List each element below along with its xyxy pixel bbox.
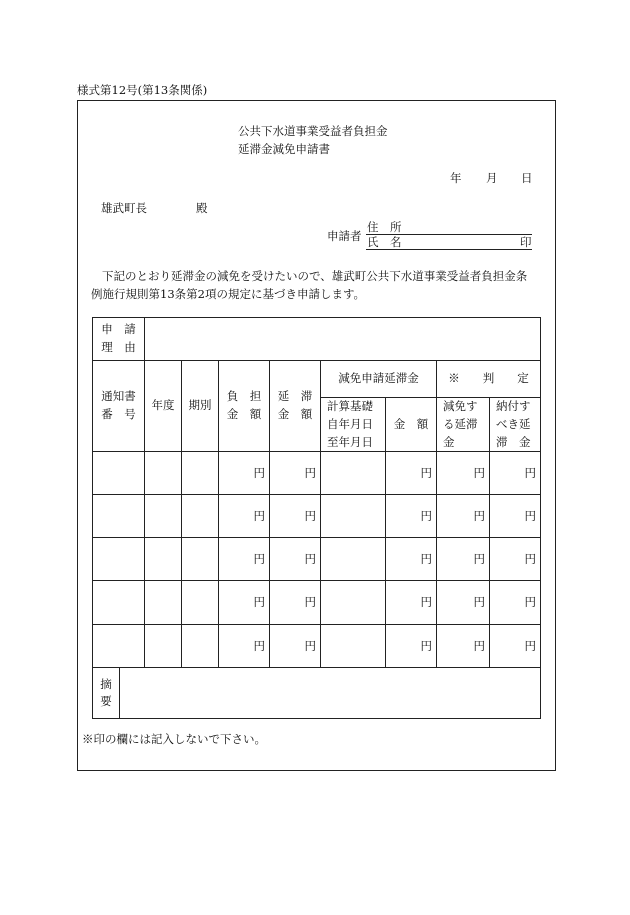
date-day: 日 [521, 171, 533, 185]
burden-amount-cell[interactable] [219, 452, 270, 495]
calc-basis-cell[interactable] [321, 625, 386, 668]
reason-row [93, 318, 541, 361]
form-title-line2: 延滞金減免申請書 [238, 142, 330, 156]
period-cell[interactable] [182, 581, 219, 625]
yen-unit: 円 [253, 465, 265, 480]
yen-unit: 円 [253, 508, 265, 523]
form-number: 様式第12号(第13条関係) [77, 83, 208, 97]
applicant-label: 申請者 [327, 229, 362, 243]
period-cell[interactable] [182, 452, 219, 495]
fiscal-year-cell[interactable] [145, 625, 182, 668]
exempt-arrears-cell[interactable] [437, 495, 490, 538]
header-exempt-arrears-line2: る延滞 [443, 416, 478, 431]
header-exempt-arrears [437, 398, 490, 452]
header-notice-number-line2: 番 号 [101, 407, 136, 422]
header-calc-basis-line2: 自年月日 [327, 416, 373, 431]
yen-unit: 円 [304, 508, 316, 523]
name-label: 氏 名 [367, 235, 402, 249]
name-underline [366, 249, 532, 250]
header-row-1 [93, 361, 541, 398]
header-exempt-arrears-line1: 減免す [443, 399, 478, 413]
yen-unit: 円 [420, 638, 432, 653]
fiscal-year-cell[interactable] [145, 452, 182, 495]
exemption-amount-cell[interactable] [386, 625, 437, 668]
burden-amount-cell[interactable] [219, 581, 270, 625]
yen-unit: 円 [253, 551, 265, 566]
period-cell[interactable] [182, 538, 219, 581]
yen-unit: 円 [473, 465, 485, 480]
form-title-line1: 公共下水道事業受益者負担金 [238, 124, 388, 138]
addressee-honorific: 殿 [196, 201, 208, 215]
arrears-amount-cell[interactable] [270, 625, 321, 668]
reason-label-line1: 申 請 [101, 322, 136, 337]
yen-unit: 円 [524, 595, 536, 610]
payable-arrears-cell[interactable] [490, 625, 541, 668]
period-cell[interactable] [182, 495, 219, 538]
yen-unit: 円 [524, 551, 536, 566]
address-label: 住 所 [367, 220, 402, 234]
arrears-amount-cell[interactable] [270, 452, 321, 495]
notice-number-cell[interactable] [93, 495, 145, 538]
addressee-name: 雄武町長 [101, 201, 147, 215]
header-arrears-amount-line1: 延 滞 [277, 389, 313, 404]
footnote: ※印の欄には記入しないで下さい。 [82, 732, 266, 746]
yen-unit: 円 [524, 508, 536, 523]
yen-unit: 円 [253, 638, 265, 653]
calc-basis-cell[interactable] [321, 538, 386, 581]
header-exempt-arrears-line3: 金 [443, 434, 455, 449]
yen-unit: 円 [473, 508, 485, 523]
remarks-label [93, 668, 120, 718]
exemption-amount-cell[interactable] [386, 538, 437, 581]
yen-unit: 円 [420, 551, 432, 566]
yen-unit: 円 [253, 595, 265, 610]
yen-unit: 円 [473, 551, 485, 566]
remarks-cell[interactable] [93, 668, 541, 719]
header-burden-amount-line1: 負 担 [226, 389, 262, 404]
reason-input-cell[interactable] [145, 318, 541, 361]
remarks-row [93, 668, 541, 719]
date-year: 年 [450, 171, 462, 185]
calc-basis-cell[interactable] [321, 495, 386, 538]
header-period: 期別 [182, 361, 219, 452]
yen-unit: 円 [420, 465, 432, 480]
arrears-amount-cell[interactable] [270, 538, 321, 581]
header-calc-basis-line3: 至年月日 [327, 434, 373, 449]
payable-arrears-cell[interactable] [490, 581, 541, 625]
header-exemption-amount: 金 額 [386, 398, 437, 452]
yen-unit: 円 [304, 465, 316, 480]
period-cell[interactable] [182, 625, 219, 668]
yen-unit: 円 [473, 595, 485, 610]
reason-label-line2: 理 由 [101, 340, 136, 354]
intro-text-line1: 下記のとおり延滞金の減免を受けたいので、雄武町公共下水道事業受益者負担金条 [102, 269, 528, 283]
exemption-amount-cell[interactable] [386, 495, 437, 538]
remarks-label-line1: 摘 [100, 676, 112, 691]
calc-basis-cell[interactable] [321, 452, 386, 495]
notice-number-cell[interactable] [93, 538, 145, 581]
notice-number-cell[interactable] [93, 452, 145, 495]
fiscal-year-cell[interactable] [145, 495, 182, 538]
payable-arrears-cell[interactable] [490, 538, 541, 581]
yen-unit: 円 [304, 638, 316, 653]
header-judgment-group: ※ 判 定 [437, 361, 541, 398]
header-burden-amount-line2: 金 額 [226, 407, 262, 422]
seal-mark: 印 [520, 235, 532, 249]
payable-arrears-cell[interactable] [490, 452, 541, 495]
fiscal-year-cell[interactable] [145, 538, 182, 581]
header-arrears-amount-line2: 金 額 [277, 407, 313, 422]
header-calc-basis-line1: 計算基礎 [327, 399, 373, 413]
header-arrears-amount [270, 361, 321, 452]
yen-unit: 円 [304, 551, 316, 566]
yen-unit: 円 [473, 638, 485, 653]
notice-number-cell[interactable] [93, 625, 145, 668]
header-fiscal-year: 年度 [145, 361, 182, 452]
fiscal-year-cell[interactable] [145, 581, 182, 625]
burden-amount-cell[interactable] [219, 495, 270, 538]
header-payable-arrears-line3: 滞 金 [496, 434, 531, 449]
remarks-label-line2: 要 [100, 694, 112, 709]
reason-label-cell [93, 318, 145, 361]
header-notice-number [93, 361, 145, 452]
remarks-input-area[interactable] [120, 668, 540, 718]
exempt-arrears-cell[interactable] [437, 581, 490, 625]
yen-unit: 円 [524, 465, 536, 480]
exemption-amount-cell[interactable] [386, 452, 437, 495]
application-table [92, 317, 541, 719]
yen-unit: 円 [420, 595, 432, 610]
header-payable-arrears [490, 398, 541, 452]
yen-unit: 円 [524, 638, 536, 653]
table-row [93, 625, 541, 668]
calc-basis-cell[interactable] [321, 581, 386, 625]
burden-amount-cell[interactable] [219, 538, 270, 581]
burden-amount-cell[interactable] [219, 625, 270, 668]
arrears-amount-cell[interactable] [270, 495, 321, 538]
payable-arrears-cell[interactable] [490, 495, 541, 538]
table-row [93, 538, 541, 581]
notice-number-cell[interactable] [93, 581, 145, 625]
header-notice-number-line1: 通知書 [101, 389, 136, 404]
intro-text-line2: 例施行規則第13条第2項の規定に基づき申請します。 [91, 287, 366, 301]
header-payable-arrears-line2: べき延 [496, 416, 531, 431]
header-calc-basis [321, 398, 386, 452]
exemption-amount-cell[interactable] [386, 581, 437, 625]
table-row [93, 452, 541, 495]
header-burden-amount [219, 361, 270, 452]
table-row [93, 495, 541, 538]
exempt-arrears-cell[interactable] [437, 452, 490, 495]
date-month: 月 [486, 171, 498, 185]
yen-unit: 円 [304, 595, 316, 610]
header-payable-arrears-line1: 納付す [496, 399, 531, 413]
arrears-amount-cell[interactable] [270, 581, 321, 625]
exempt-arrears-cell[interactable] [437, 625, 490, 668]
yen-unit: 円 [420, 508, 432, 523]
table-row [93, 581, 541, 625]
exempt-arrears-cell[interactable] [437, 538, 490, 581]
header-exemption-group: 減免申請延滞金 [321, 361, 437, 398]
